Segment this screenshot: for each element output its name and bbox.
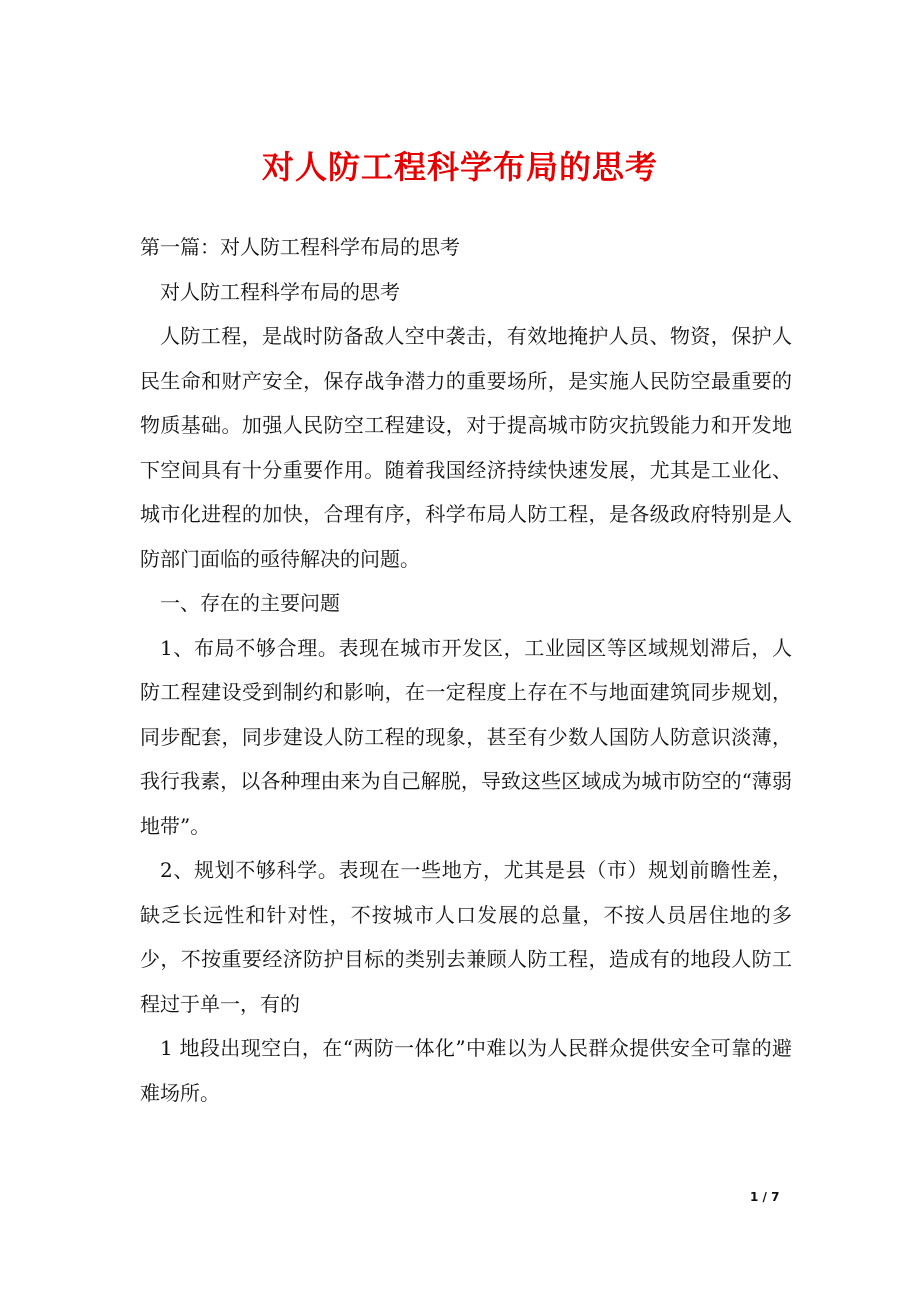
document-title: 对人防工程科学布局的思考 [261,148,658,186]
paragraph-continuation: 1 地段出现空白，在“两防一体化”中难以为人民群众提供安全可靠的避难场所。 [140,1036,792,1105]
paragraph-heading-part-one: 第一篇：对人防工程科学布局的思考 [140,235,460,259]
document-body [140,225,792,1115]
section-heading-main-problems: 一、存在的主要问题 [160,591,340,615]
paragraph-point-two: 2、规划不够科学。表现在一些地方，尤其是县（市）规划前瞻性差，缺乏长远性和针对性，不按城市人口发展的总量，不按人员居住地的多少，不按重要经济防护目标的类别去兼顾人防工程，造成有的地段人防工程过于单一，有的 [140,858,792,1016]
paragraph-intro: 人防工程，是战时防备敌人空中袭击，有效地掩护人员、物资，保护人民生命和财产安全，保存战争潜力的重要场所，是实施人民防空最重要的物质基础。加强人民防空工程建设，对于提高城市防灾抗毁能力和开发地下空间具有十分重要作用。随着我国经济持续快速发展，尤其是工业化、城市化进程的加快，合理有序，科学布局人防工程，是各级政府特别是人防部门面临的亟待解决的问题。 [140,324,792,571]
page-number: 1 / 7 [750,1190,780,1204]
paragraph-subtitle: 对人防工程科学布局的思考 [160,279,400,304]
paragraph-point-one: 1、布局不够合理。表现在城市开发区，工业园区等区域规划滞后，人防工程建设受到制约和影响，在一定程度上存在不与地面建筑同步规划，同步配套，同步建设人防工程的现象，甚至有少数人国防人防意识淡薄，我行我素，以各种理由来为自己解脱，导致这些区域成为城市防空的“薄弱地带”。 [140,635,792,838]
